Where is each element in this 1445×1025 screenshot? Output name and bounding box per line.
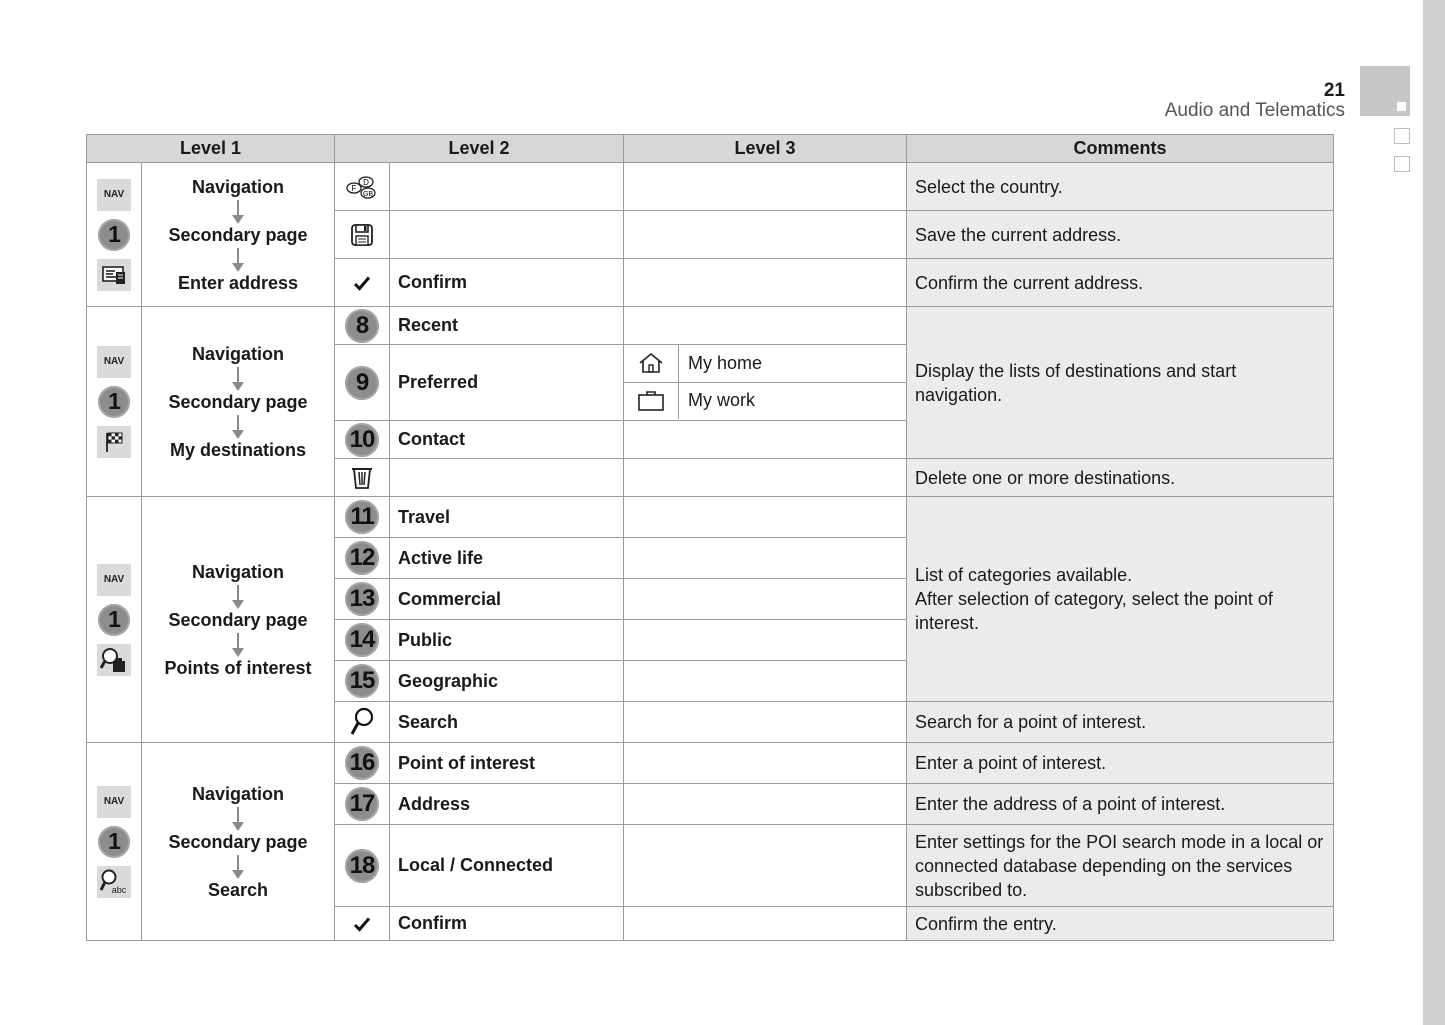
menu-key-icon: 16 [345,746,379,780]
level1-path [142,743,335,941]
comment-cell: Confirm the current address. [907,259,1334,307]
comment-line: After selection of category, select the point of interest. [915,589,1273,633]
level2-label: Commercial [390,579,624,620]
level1-icons [87,743,142,941]
level2-label [390,163,624,211]
checkered-flag-icon [97,426,131,458]
nav-button-icon: NAV [97,786,131,818]
nav-button-icon: NAV [97,179,131,211]
menu-key-icon: 13 [345,582,379,616]
level2-label: Travel [390,497,624,538]
level2-icon-cell [335,307,390,345]
chapter-tab-marker [1397,102,1406,111]
level3-cell [624,345,907,421]
level2-label: Preferred [390,345,624,421]
section-title: Audio and Telematics [1164,100,1345,121]
menu-key-icon: 15 [345,664,379,698]
arrow-down-icon [237,633,239,649]
arrow-down-icon [237,415,239,431]
table-row [87,743,1334,784]
level2-label: Confirm [390,907,624,941]
path-step: Navigation [192,561,285,582]
level3-cell [624,497,907,538]
level2-label: Local / Connected [390,825,624,907]
enter-address-icon [97,259,131,291]
level2-label: Active life [390,538,624,579]
menu-key-icon: 11 [345,500,379,534]
level3-cell [624,538,907,579]
secondary-page-key-icon: 1 [98,604,130,636]
comment-cell: Enter a point of interest. [907,743,1334,784]
path-step: Secondary page [168,831,308,852]
arrow-down-icon [237,367,239,383]
level2-label: Contact [390,421,624,459]
level2-icon-cell [335,538,390,579]
level3-cell [624,579,907,620]
home-icon [637,351,665,375]
menu-key-icon: 17 [345,787,379,821]
path-step: Secondary page [168,609,308,630]
level3-icon-cell [624,345,679,382]
comment-cell: Save the current address. [907,211,1334,259]
level3-cell [624,743,907,784]
secondary-page-key-icon: 1 [98,219,130,251]
level2-icon-cell [335,907,390,941]
level2-icon-cell [335,163,390,211]
menu-key-icon: 10 [345,423,379,457]
arrow-down-icon [237,248,239,264]
table-row [87,307,1334,345]
level2-label: Address [390,784,624,825]
comment-cell: Confirm the entry. [907,907,1334,941]
level3-cell [624,421,907,459]
search-icon [349,707,375,737]
arrow-down-icon [237,855,239,871]
level3-cell [624,307,907,345]
level3-cell [624,620,907,661]
level2-icon-cell [335,702,390,743]
level2-label: Point of interest [390,743,624,784]
menu-key-icon: 12 [345,541,379,575]
level1-icons [87,497,142,743]
path-step: Points of interest [164,657,312,678]
svg-text:F: F [351,183,357,193]
navigation-menu-table [86,134,1334,941]
search-abc-icon [97,866,131,898]
path-step: Navigation [192,176,285,197]
briefcase-icon [636,389,666,413]
level2-label: Search [390,702,624,743]
table-header-row [87,135,1334,163]
column-header-level2: Level 2 [335,135,624,163]
nav-button-icon: NAV [97,346,131,378]
level2-icon-cell [335,345,390,421]
level3-cell [624,702,907,743]
comment-cell: Enter the address of a point of interest. [907,784,1334,825]
level2-label: Confirm [390,259,624,307]
path-step: My destinations [169,439,307,460]
menu-key-icon: 14 [345,623,379,657]
level2-icon-cell [335,661,390,702]
level2-label: Geographic [390,661,624,702]
trash-icon [350,465,374,491]
level3-label: My home [688,352,763,373]
arrow-down-icon [237,200,239,216]
column-header-level3: Level 3 [624,135,907,163]
comment-cell [907,497,1334,702]
level2-icon-cell [335,784,390,825]
svg-text:D: D [363,177,369,187]
level3-cell [624,784,907,825]
level2-icon-cell [335,459,390,497]
comment-cell: Display the lists of destinations and start navigation. [907,307,1334,459]
arrow-down-icon [237,585,239,601]
path-step: Secondary page [168,391,308,412]
level3-cell [624,211,907,259]
svg-text:abc: abc [111,884,127,895]
secondary-page-key-icon: 1 [98,386,130,418]
secondary-page-key-icon: 1 [98,826,130,858]
level1-path [142,163,335,307]
arrow-down-icon [237,807,239,823]
path-step: Search [207,879,269,900]
comment-line: List of categories available. [915,565,1133,585]
path-step: Navigation [192,783,285,804]
chapter-tab-empty-1 [1394,128,1410,144]
country-flags-icon [345,174,379,200]
level3-cell [624,259,907,307]
poi-search-icon [97,644,131,676]
level2-label [390,211,624,259]
level2-icon-cell [335,211,390,259]
level2-icon-cell [335,825,390,907]
level2-label: Public [390,620,624,661]
level2-icon-cell [335,259,390,307]
level2-icon-cell [335,620,390,661]
level2-icon-cell [335,743,390,784]
level2-icon-cell [335,497,390,538]
table-row [87,497,1334,538]
level3-cell [624,163,907,211]
level1-path [142,497,335,743]
save-disk-icon [349,222,375,248]
path-step: Navigation [192,343,285,364]
level3-icon-cell [624,382,679,419]
svg-text:GB: GB [362,190,374,198]
column-header-level1: Level 1 [87,135,335,163]
level3-cell [624,825,907,907]
level2-icon-cell [335,579,390,620]
menu-key-icon: 9 [345,366,379,400]
table-row [87,163,1334,211]
level3-subtable [624,345,906,419]
level2-icon-cell [335,421,390,459]
comment-cell: Select the country. [907,163,1334,211]
menu-key-icon: 18 [345,849,379,883]
comment-cell: Enter settings for the POI search mode in a local or connected database depending on the services subscribed to. [907,825,1334,907]
level1-icons [87,307,142,497]
level1-path [142,307,335,497]
level1-icons [87,163,142,307]
chapter-tab-empty-2 [1394,156,1410,172]
check-icon [353,275,371,291]
path-step: Enter address [177,272,299,293]
nav-button-icon: NAV [97,564,131,596]
path-step: Secondary page [168,224,308,245]
level3-cell [624,907,907,941]
column-header-comments: Comments [907,135,1334,163]
comment-cell: Search for a point of interest. [907,702,1334,743]
page-number: 21 [1323,80,1345,101]
level3-cell [624,459,907,497]
comment-cell: Delete one or more destinations. [907,459,1334,497]
side-strip [1423,0,1445,1025]
level3-label: My work [679,382,907,419]
menu-key-icon: 8 [345,309,379,343]
level3-cell [624,661,907,702]
level2-label: Recent [390,307,624,345]
check-icon [353,916,371,932]
level2-label [390,459,624,497]
